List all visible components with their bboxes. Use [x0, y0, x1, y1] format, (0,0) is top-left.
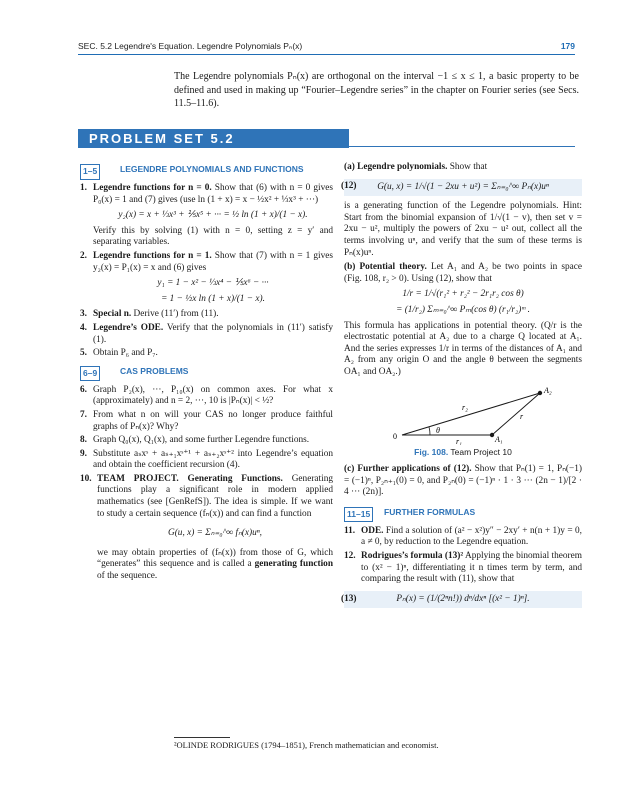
section-tag: 11–15	[344, 507, 373, 523]
problem-set-title: PROBLEM SET 5.2	[89, 131, 235, 146]
point-a1	[490, 432, 494, 436]
part-b: (b) Potential theory. Let A₁ and A₂ be two points in space (Fig. 108, r₂ > 0). Using (12), show that 1/r = 1/√(r₁² + r₂² − 2r₁r₂ cos θ) = (1/r₂) Σₘ₌₀^∞ Pₘ(cos θ) (r₁/r₂)ᵐ . This formula has applications in potential theory. (Q/r is the electrostatic potential at A₂ due to a charge Q located at A₁. And the series expresses 1/r in terms of the distances of A₁ and A₂ from any origin O and the angle θ between the segments OA₁ and OA₂.)	[344, 262, 582, 377]
equation-box-12	[341, 179, 582, 197]
section-title: CAS PROBLEMS	[120, 365, 189, 376]
equation-box-13	[341, 591, 582, 609]
header-section: SEC. 5.2 Legendre's Equation. Legendre Polynomials Pₙ(x)	[78, 41, 303, 51]
theta-label: θ	[436, 425, 440, 435]
banner-rule	[349, 146, 575, 147]
r2-label: r₂	[462, 402, 468, 412]
equation: = 1 − ½x ln (1 + x)/(1 − x).	[161, 293, 265, 304]
equation-label: (13)	[341, 593, 357, 604]
segment-a1a2	[492, 393, 540, 435]
problem-6: 6. Graph P₂(x), ···, P₁₀(x) on common axes. For what x (approximately) and n = 2, ···, 10 is |Pₙ(x)| < ½?	[80, 384, 333, 407]
equation: G(u, x) = Σₙ₌₀^∞ fₙ(x)uⁿ,	[168, 528, 262, 539]
r-label: r	[520, 411, 524, 421]
part-c: (c) Further applications of (12). Show that Pₙ(1) = 1, Pₙ(−1) = (−1)ⁿ, P₂ₙ₊₁(0) = 0, and P₂ₙ(0) = (−1)ⁿ · 1 · 3 ··· (2n − 1)/[2 · 4 ··· (2n)].	[344, 464, 582, 498]
triangle-diagram	[344, 385, 582, 445]
intro-paragraph: The Legendre polynomials Pₙ(x) are orthogonal on the interval −1 ≤ x ≤ 1, a basic property to be defined and used in making up “Fourier–Legendre series” in the chapter on Fourier series (see Secs. 11.5–11.6).	[174, 71, 579, 109]
a2-label: A₂	[544, 385, 552, 395]
equation: = (1/r₂) Σₘ₌₀^∞ Pₘ(cos θ) (r₁/r₂)ᵐ .	[396, 304, 530, 315]
figure-108	[344, 385, 582, 445]
section-heading	[344, 507, 582, 521]
section-title: FURTHER FORMULAS	[384, 506, 476, 517]
part-a: (a) Legendre polynomials. Show that (12) G(u, x) = 1/√(1 − 2xu + u²) = Σₙ₌₀^∞ Pₙ(x)uⁿ is a generating function of the Legendre polynomials. Hint: Start from the binomial expansion of 1/√(1 − v), then set v = 2xu − u², multiply the powers of 2xu − u² out, collect all the terms involving uⁿ, and verify that the sum of these terms is Pₙ(x)uⁿ.	[341, 162, 582, 258]
problem-10: 10. TEAM PROJECT. Generating Functions. Generating functions play a significant role in modern applied mathematics (see [GenRefS]). The idea is simple. If we want to study a certain sequence (fₙ(x)) and can find a function G(u, x) = Σₙ₌₀^∞ fₙ(x)uⁿ, we may obtain properties of (fₙ(x)) from those of G, which “generates” this sequence and is called a generating function of the sequence.	[80, 473, 334, 582]
problem-12: 12. Rodrigues’s formula (13)² Applying the binomial theorem to (x² − 1)ⁿ, differentiating it n times term by term, and comparing the result with (11), show that	[344, 551, 582, 585]
r1-label: r₁	[456, 436, 462, 445]
problem-8: 8. Graph Q₀(x), Q₁(x), and some further Legendre functions.	[80, 435, 310, 446]
section-heading	[80, 366, 333, 380]
a1-label: A₁	[495, 434, 503, 444]
page-number: 179	[560, 41, 575, 51]
section-tag: 1–5	[80, 164, 100, 180]
equation: 1/r = 1/√(r₁² + r₂² − 2r₁r₂ cos θ)	[402, 289, 524, 300]
header-rule	[78, 54, 575, 55]
point-a2	[538, 390, 542, 394]
problem-11: 11. ODE. Find a solution of (a² − x²)y″ − 2xy′ + n(n + 1)y = 0, a ≠ 0, by reduction to the Legendre equation.	[344, 525, 582, 548]
origin-label: 0	[393, 431, 397, 441]
equation-label: (12)	[341, 181, 357, 192]
footnote: ²OLINDE RODRIGUES (1794–1851), French mathematician and economist.	[174, 740, 439, 750]
problem-set-banner	[78, 129, 349, 148]
figure-caption: Fig. 108. Team Project 10	[414, 446, 512, 457]
problem-4: 4. Legendre’s ODE. Verify that the polynomials in (11′) satisfy (1).	[80, 322, 333, 345]
angle-arc	[429, 427, 430, 435]
problem-1: 1. Legendre functions for n = 0. Show that (6) with n = 0 gives P₀(x) = 1 and (7) gives (use ln (1 + x) = x − ½x² + ⅓x³ + ···) y₂(x) = x + ⅓x³ + ⅕x⁵ + ··· = ½ ln (1 + x)/(1 − x). Verify this by solving (1) with n = 0, setting z = y′ and separating variables.	[80, 183, 333, 248]
footnote-rule	[174, 737, 230, 738]
left-column	[80, 162, 333, 585]
problem-2: 2. Legendre functions for n = 1. Show that (7) with n = 1 gives y₂(x) = P₁(x) = x and (6) gives y₁ = 1 − x² − ⅓x⁴ − ⅕x⁶ − ··· = 1 − ½x ln (1 + x)/(1 − x).	[80, 250, 333, 304]
problem-3: 3. Special n. Derive (11′) from (11).	[80, 309, 219, 320]
equation: G(u, x) = 1/√(1 − 2xu + u²) = Σₙ₌₀^∞ Pₙ(x)uⁿ	[377, 181, 549, 192]
section-tag: 6–9	[80, 366, 100, 382]
section-title: LEGENDRE POLYNOMIALS AND FUNCTIONS	[120, 164, 304, 174]
problem-7: 7. From what n on will your CAS no longer produce faithful graphs of Pₙ(x)? Why?	[80, 409, 333, 432]
right-column	[341, 162, 582, 613]
equation: y₂(x) = x + ⅓x³ + ⅕x⁵ + ··· = ½ ln (1 + x)/(1 − x).	[118, 210, 308, 221]
equation: Pₙ(x) = (1/(2ⁿn!)) dⁿ/dxⁿ [(x² − 1)ⁿ].	[396, 593, 530, 604]
problem-5: 5. Obtain P₆ and P₇.	[80, 348, 158, 359]
section-heading	[80, 164, 333, 178]
problem-9: 9. Substitute aₛxˢ + aₛ₊₁xˢ⁺¹ + aₛ₊₂xˢ⁺² into Legendre’s equation and obtain the coefficient recursion (4).	[80, 448, 333, 471]
running-header	[78, 41, 575, 55]
equation: y₁ = 1 − x² − ⅓x⁴ − ⅕x⁶ − ···	[157, 278, 269, 289]
